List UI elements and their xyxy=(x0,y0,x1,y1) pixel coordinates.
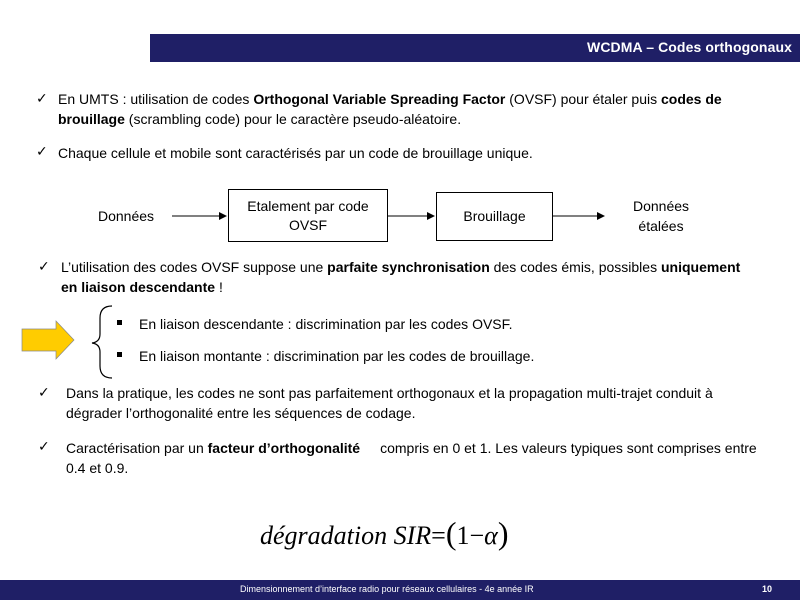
sub-item-descendante: En liaison descendante : discrimination par les codes OVSF. xyxy=(139,316,513,332)
formula-minus: − xyxy=(469,521,485,550)
footer-bar xyxy=(0,580,800,600)
output-line1: Données xyxy=(632,198,690,214)
square-bullet-icon xyxy=(117,352,122,357)
bullet-sync-bold-3: en liaison descendante xyxy=(61,279,216,295)
left-brace-icon xyxy=(92,306,112,378)
box-brouillage-label: Brouillage xyxy=(463,208,526,224)
bullet-pratique-line2: dégrader l’orthogonalité entre les séquences de codage. xyxy=(66,405,416,421)
check-icon: ✓ xyxy=(36,90,48,106)
formula-lhs: dégradation SIR xyxy=(260,521,432,550)
check-icon: ✓ xyxy=(38,438,50,454)
bullet-umts-bold-3: brouillage xyxy=(58,111,125,127)
box-etalement-line2: OVSF xyxy=(288,216,328,233)
bullet-carac-text-2: compris en 0 et 1. Les valeurs typiques sont comprises entre xyxy=(380,440,757,456)
footer-text: Dimensionnement d’interface radio pour réseaux cellulaires - 4e année IR xyxy=(240,584,534,594)
bullet-carac-line2: 0.4 et 0.9. xyxy=(66,460,129,476)
formula-degradation xyxy=(260,515,508,552)
formula-equals: = xyxy=(431,521,446,550)
bullet-umts-bold-1: Orthogonal Variable Spreading Factor xyxy=(253,91,506,107)
diagram-output-label xyxy=(622,196,700,236)
formula-alpha: α xyxy=(484,521,498,550)
box-etalement xyxy=(228,189,388,242)
diagram-input-label: Données xyxy=(98,208,155,224)
formula-one: 1 xyxy=(456,521,470,550)
bullet-pratique xyxy=(66,383,786,423)
bullet-umts-text-2: (OVSF) pour étaler puis xyxy=(505,91,661,107)
bullet-umts-bold-2: codes de xyxy=(661,91,722,107)
bullet-umts-text-1: En UMTS : utilisation de codes xyxy=(58,91,254,107)
bullet-caracterisation xyxy=(66,438,791,478)
bullet-cellule: Chaque cellule et mobile sont caractérisés par un code de brouillage unique. xyxy=(58,145,533,161)
bullet-sync xyxy=(61,257,786,297)
bullet-pratique-line1: Dans la pratique, les codes ne sont pas parfaitement orthogonaux et la propagation multi-trajet conduit à xyxy=(66,385,713,401)
square-bullet-icon xyxy=(117,320,122,325)
check-icon: ✓ xyxy=(38,384,50,400)
page-number: 10 xyxy=(762,584,773,594)
output-line2: étalées xyxy=(638,218,684,234)
sub-item-montante: En liaison montante : discrimination par les codes de brouillage. xyxy=(139,348,535,364)
bullet-sync-bold-2: uniquement xyxy=(660,259,741,275)
bullet-sync-text-3: ! xyxy=(215,279,223,295)
right-arrow-icon xyxy=(22,321,74,359)
bullet-carac-bold: facteur d’orthogonalité xyxy=(207,440,361,456)
formula-paren-close: ) xyxy=(497,515,509,551)
box-etalement-line1: Etalement par code xyxy=(247,197,369,214)
check-icon: ✓ xyxy=(36,143,48,159)
bullet-sync-bold-1: parfaite synchronisation xyxy=(327,259,490,275)
bullet-sync-text-1: L’utilisation des codes OVSF suppose une xyxy=(61,259,328,275)
bullet-umts-text-3: (scrambling code) pour le caractère pseudo-aléatoire. xyxy=(124,111,462,127)
box-brouillage xyxy=(436,192,553,241)
bullet-carac-text-1: Caractérisation par un xyxy=(66,440,208,456)
slide-title: WCDMA – Codes orthogonaux xyxy=(587,39,792,55)
check-icon: ✓ xyxy=(38,258,50,274)
formula-paren-open: ( xyxy=(445,515,457,551)
bullet-sync-text-2: des codes émis, possibles xyxy=(489,259,661,275)
